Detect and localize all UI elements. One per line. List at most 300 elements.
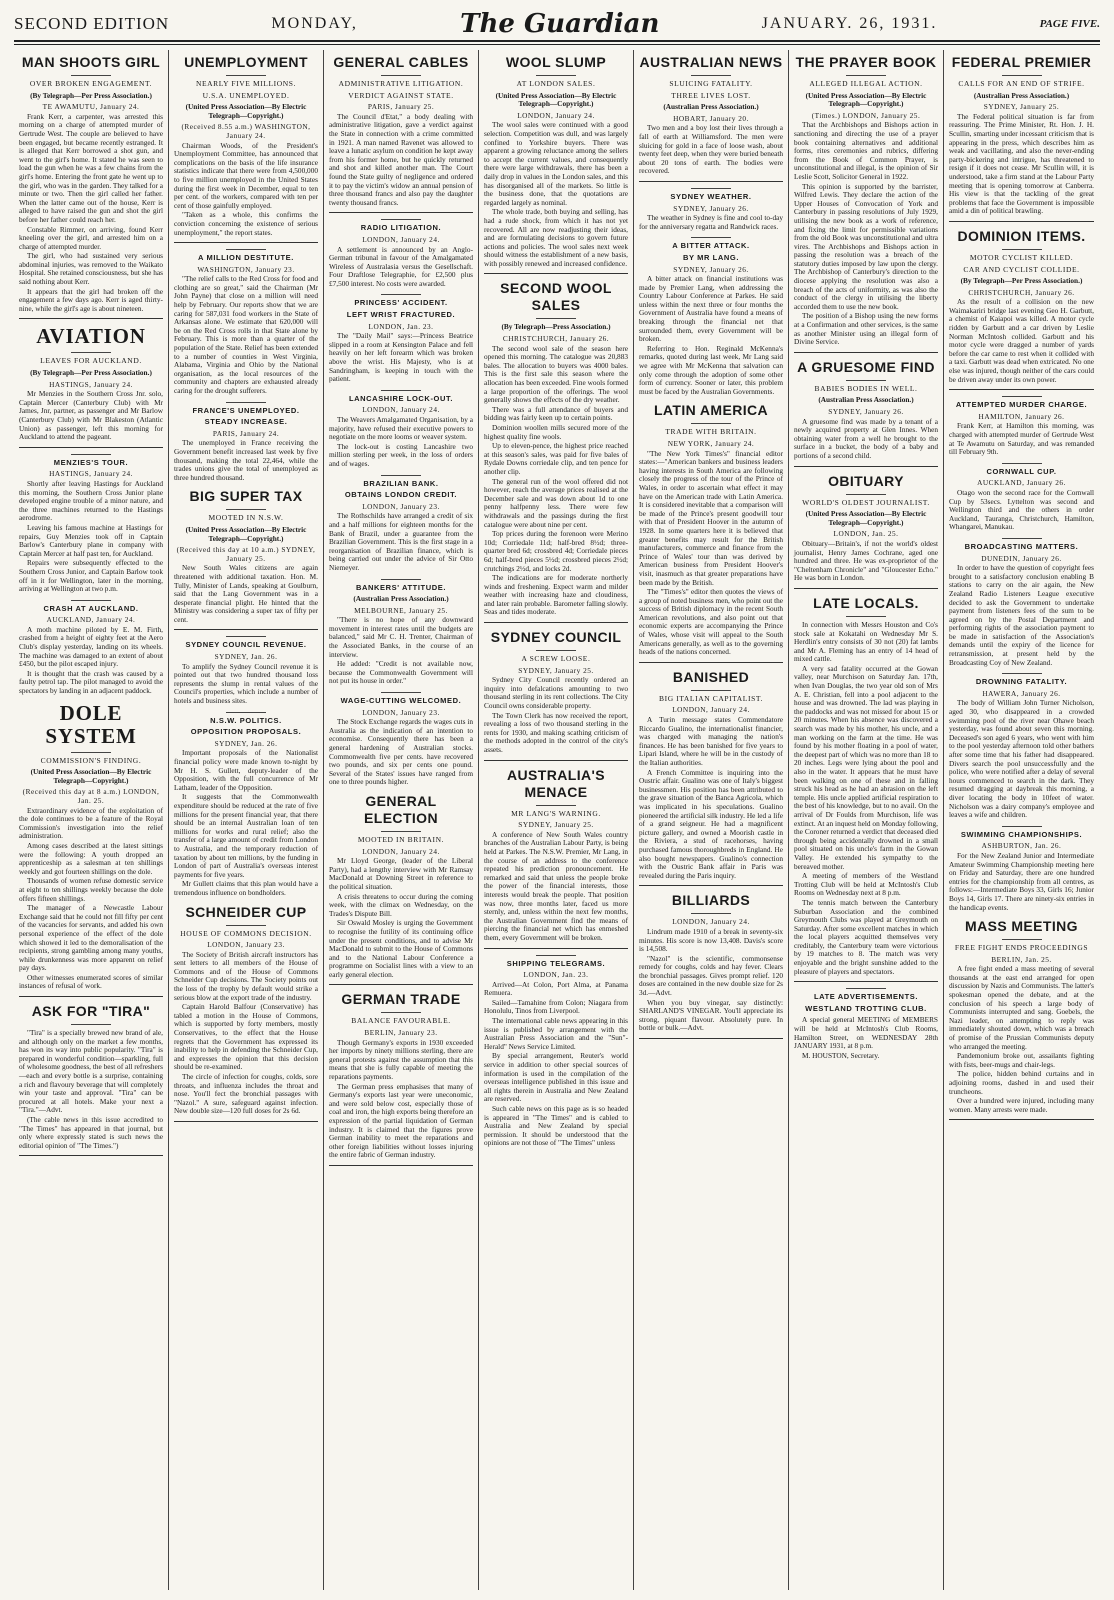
news-story [329,219,473,288]
story-end-rule [484,948,628,949]
story-dateline: LONDON, Jan. 25. [833,529,899,539]
story-subheading: WAGE-CUTTING WELCOMED. [340,696,462,706]
column-5 [634,50,789,1590]
story-subheading: MOOTED IN N.S.W. [208,513,284,523]
story-subheading: BABIES BODIES IN WELL. [814,383,918,393]
story-dateline: LONDON, Jan. 23. [523,970,589,980]
news-story [329,294,473,383]
story-paragraph: Captain Harold Balfour (Conservative) has tabled a motion in the House of Commons, which is supported by forty members, mostly Conservatives, to the effect that the House regrets that the Government has expressed its inability to help in defending the Schneider Cup, and expresses the opinion that this decision should be re-examined. [174,1002,318,1072]
story-end-rule [794,981,938,982]
press-credit: (By Telegraph—Press Association.) [501,322,611,332]
story-paragraph: Chairman Woods, of the President's Unemployment Committee, has announced that complications on the basis of the life insurance statistics indicate that there were from 4,500,000 to five million unemployed in the United States during the first week in December, equal to ten per cent. of the workers, compared with ten per cent of those gainfully employed. [174,140,318,210]
story-headline: GENERAL ELECTION [364,792,438,826]
story-subheading: LEAVES FOR AUCKLAND. [40,356,142,366]
story-paragraph: A French Committee is inquiring into the Oustric affair. Gualino was one of Italy's biggest businessmen. His position has been attributed to the grave situation of the Banca Agricola, which was implicated in his speculations. Gualino pioneered the artificial silk industry. He led a life of a grand seigneur. He had a magnificent picture gallery, and owned a Moorish castle in the Riviera, a stud of racehorses, having purchased famous thoroughbreds in England. He also bought newspapers. Gualino's connection with the Oustric Bank affair in Paris was revealed during the Paris inquiry. [639,767,783,880]
press-credit: (By Telegraph—Per Press Association.) [960,276,1083,286]
story-paragraph: Repairs were subsequently effected to the Southern Cross Junior, and Captain Barlow took off in it for Wellington, later in the morning, arriving at Wellington at two p.m. [19,558,163,594]
headline-rule [846,380,886,381]
story-end-rule [484,273,628,274]
story-paragraph: When you buy vinegar, say distinctly: SHARLAND'S VINEGAR. You'll appreciate its strong, piquant flavour. Absolutely pure. In bottle or bulk.—Advt. [639,997,783,1033]
story-subheading: WORLD'S OLDEST JOURNALIST. [802,497,930,507]
section-rule [691,237,731,238]
story-paragraph: Sailed—Tamahine from Colon; Niagara from Honolulu, Tinos from Liverpool. [484,997,628,1016]
story-end-rule [639,1038,783,1039]
story-headline: THE PRAYER BOOK [795,54,937,70]
story-paragraph: That the Archbishops and Bishops action in sanctioning and directing the use of a prayer book containing alternatives and additional forms, rites ceremonies and rubrics, differing from the Book of Common Prayer, is unconstitutional and illegal, is the opinion of Sir Leslie Scott, Solicitor General in 1922. [794,120,938,181]
story-subheading: SYDNEY WEATHER. [670,191,752,201]
story-headline: UNEMPLOYMENT [184,54,308,70]
headline-rule [536,318,576,319]
story-paragraph: (The cable news in this issue accredited to "The Times" has appeared in that journal, but only where expressly stated is such news the editorial opinion of "The Times.") [19,1115,163,1150]
headline-rule [1002,75,1042,76]
news-story [174,488,318,630]
column-3 [324,50,479,1590]
column-2 [169,50,324,1590]
story-subheading: SYDNEY COUNCIL REVENUE. [185,640,307,650]
story-paragraph: For the New Zealand Junior and Intermediate Amateur Swimming Championship meeting here on Friday and Saturday, there are one hundred entries for the championship from all centres, as follows:—Intermediate Boys 33, Girls 16; Junior Boys 14, Girls 17. There are ninety-six entries in the handicap events. [949,850,1094,912]
story-paragraph: Constable Rimmer, on arriving, found Kerr kneeling over the girl, and arrested him on a charge of attempted murder. [19,224,163,251]
masthead [14,10,1100,38]
story-paragraph: The second wool sale of the season here opened this morning. The catalogue was 20,883 bales. The allocation to buyers was 4000 bales. This is the first sale this season where the allocation has been exceeded. Fine wools formed a large proportion of the offerings. The wool generally shows the effects of the dry weather. [484,343,628,405]
story-paragraph: Referring to Hon. Reginald McKenna's remarks, quoted during last week, Mr Lang said we agree with Mr McKenna that salvation can only come through the adoption of some other form of currency. Sooner or later, this problem must be faced by the Australian Governments. [639,343,783,396]
story-headline: LATE LOCALS. [813,594,919,611]
story-paragraph: Otago won the second race for the Cornwall Cup by 53secs. Lyttelton was second and Wellington third and the others in order Auckland, Tauranga, Christchurch, Hamilton, Whangarei, Manukau. [949,487,1094,532]
story-subheading: RADIO LITIGATION. [360,223,442,233]
story-paragraph: The Federal political situation is far from reassuring. The Prime Minister, Rt. Hon. J. H. Scullin, smarting under incessant criticism that is appearing in the press, which describes him as weak and vacillating, and also the never-ending party-bickering and intrigue, has threatened to resign if it does not cease. Mr Scullin will, it is understood, take a firm stand at the Labour Party meeting that is opening tomorrow at Canberra. His view is that the tackling of the great problems that face the Government is impossible amid a din of political brawling. [949,111,1094,216]
story-dateline: HASTINGS, January 24. [49,379,133,389]
press-credit: (Australian Press Association.) [973,90,1070,100]
story-paragraph: Mr Menzies in the Southern Cross Jnr. solo, Captain Mercer (Canterbury Club) with Mr James, Jnr, partner, as passenger and Mr Barlow (Canterbury Club) with Mr Blakeston (Atlantic Union) as passenger, left this morning for Auckland to attend the pageant. [19,389,163,442]
story-end-rule [484,622,628,623]
section-rule [381,294,421,295]
story-paragraph: This opinion is supported by the barrister, Wilfred Lewis. They declare the action of the Upper Houses of Convocation of York and Canterbury in passing resolutions of July 1929, utilising the new book as a work of reference, and fixing the limit for permissible variations from the old Book was unconstitutional and ultra vires. The Archbishops and Bishops action in passing the resolution was a breach of the statutory duties imposed by law upon the clergy. The Archbishop of Canterbury's direction to the diocese applying the resolution was also a breach of the acts of uniformity, as was also the conduct of the clergy in utilising the liberty accorded them to use the new book. [794,181,938,311]
story-subheading: TRADE WITH BRITAIN. [665,427,757,437]
story-subheading: BY MR LANG. [682,252,740,262]
story-paragraph: "Nazol" is the scientific, commonsense remedy for coughs, colds and hay fever. Clears the bronchial passages. Gives prompt relief. 120 doses are contained in the new double size for 2s 3d.—Advt. [639,953,783,998]
story-headline: DOLE SYSTEM [45,700,137,748]
section-rule [226,636,266,637]
story-paragraph: Obituary—Britain's, if not the world's oldest journalist, Henry James Cochrane, aged one hundred and three. He was ex-proprietor of the "Cheltenham Chronicle" and "Gloucester Echo." He was born in London. [794,538,938,583]
story-paragraph: Among cases described at the latest sittings were the following: A youth dropped an apprenticeship as a salesman at ten shillings weekly and got fourteen shillings on the dole. [19,840,163,876]
story-subheading: AT LONDON SALES. [516,79,596,88]
story-paragraph: Top prices during the forenoon were Merino 10d; Corriedale 11d; half-bred 8½d; three-quarter bred 6d; crossbred 4d; Corriedale pieces 6d; half-bred pieces 5½d; crossbred pieces 2½d; crutchings 2½d, and locks 2d. [484,529,628,573]
story-paragraph: The police, hidden behind curtains and in adjoining rooms, dashed in and used their truncheons. [949,1069,1094,1096]
story-paragraph: Important proposals of the Nationalist financial policy were made known to-night by Mr H. S. Gullett, deputy-leader of the Opposition, with the full concurrence of Mr Latham, leader of the Opposition. [174,748,318,792]
story-paragraph: Though Germany's exports in 1930 exceeded her imports by ninety millions sterling, there are general protests against the assumption that this means that she is fully capable of meeting the reparations payments. [329,1037,473,1082]
news-story [19,454,163,594]
news-story [19,600,163,696]
section-rule [1002,538,1042,539]
story-headline: BIG SUPER TAX [189,488,303,505]
press-credit: (By Telegraph—Per Press Association.) [30,368,152,378]
story-paragraph: By special arrangement, Reuter's world service in addition to other special sources of information is used in the compilation of the overseas intelligence published in this issue and all rights therein in Australia and New Zealand are reserved. [484,1051,628,1104]
story-end-rule [484,760,628,761]
story-subheading: A MILLION DESTITUTE. [198,253,294,263]
story-subheading: MOOTED IN BRITAIN. [357,834,445,844]
story-paragraph: The unemployed in France receiving the Government benefit increased last week by five thousand, making the total 22,464, while the trades unions give the total of unemployed as three hundred thousand. [174,438,318,482]
story-subheading: OBTAINS LONDON CREDIT. [344,490,458,500]
story-subheading: LEFT WRIST FRACTURED. [346,310,456,320]
story-paragraph: A gruesome find was made by a tenant of a newly acquired property at Glen Innes. When obtaining water from a well he brought to the surface in a bucket, the body of a baby and portions of a second child. [794,416,938,460]
story-dateline: LONDON, January 23. [207,940,285,950]
story-paragraph: The weather in Sydney is fine and cool to-day for the anniversary regatta and Randwick races. [639,213,783,231]
story-headline: GENERAL CABLES [333,54,469,70]
headline-rule [381,831,421,832]
story-dateline: (Received this day at 8 a.m.) LONDON, Jan. 25. [22,787,160,805]
news-story [174,249,318,396]
story-dateline: MELBOURNE, January 25. [354,605,448,615]
story-dateline: HAMILTON, January 26. [978,411,1065,421]
story-subheading: BRAZILIAN BANK. [363,478,439,488]
story-paragraph: The body of William John Turner Nicholson, aged 30, who disappeared in a crowded swimming pool of the river near Ohawe beach yesterday, was found about seven this morning. Deceased's son aged 6 years, who went with him to the pool yesterday afternoon told other bathers after some time that his father had disappeared. Divers search the pool unsuccessfully and the police, who were notified after a delay of several hours commenced to search in the dark. They resumed dragging at daybreak this morning, a diver locating the body in 10feet of water. Nicholson was a dairy company's employee and leaves a wife and children. [949,698,1094,820]
story-dateline: LONDON, January 24. [362,234,440,244]
story-dateline: PARIS, January 24. [212,428,280,438]
story-dateline: CHRISTCHURCH, January 26. [968,287,1075,297]
story-paragraph: "The relief calls to the Red Cross for food and clothing are so great," said the Chairman (Mr John Payne) that close on a million will need help by February. Our reports show that we are caring for 587,031 food workers in the State of Arkansas alone. We estimate that 620,000 will be on the Red Cross rolls in that State alone by February. This is more than a quarter of the population of the State. Relief has been extended to a number of counties in West Virginia, Alabama, Virginia and Ohio by the National organisation, as the local resources of the community and chapters are exhausted already caring for the drought sufferers. [174,274,318,395]
section-rule [1002,463,1042,464]
press-credit: (By Telegraph—Per Press Association.) [30,90,152,100]
news-story [329,54,473,213]
news-story [484,629,628,761]
news-story [639,892,783,1039]
story-dateline: LONDON, January 23. [362,501,440,511]
story-headline: OBITUARY [828,472,904,489]
headline-rule [691,913,731,914]
headline-rule [381,75,421,76]
story-headline: AUSTRALIA'S MENACE [507,766,605,800]
story-paragraph: Mr Gullett claims that this plan would have a tremendous influence on bondholders. [174,879,318,897]
story-paragraph: Such cable news on this page as is so headed is appeared in "The Times" and is cabled to Australia and New Zealand by special permission. It should be understood that the opinions are not those of "The Times" unless [484,1104,628,1148]
news-story [949,228,1094,390]
story-subheading: MR LANG'S WARNING. [511,808,601,818]
story-subheading: LATE ADVERTISEMENTS. [813,992,919,1002]
section-rule [846,988,886,989]
news-story [174,636,318,705]
news-story [639,402,783,662]
story-paragraph: Pandemonium broke out, assailants fighting with fists, beer-mugs and chair-legs. [949,1051,1094,1069]
story-end-rule [329,212,473,213]
story-dateline: SYDNEY, January 25. [518,820,594,830]
column-7 [944,50,1099,1590]
story-dateline: WASHINGTON, January 23. [197,264,295,274]
story-dateline: LONDON, January 24. [517,110,595,120]
headline-rule [691,690,731,691]
press-credit: (Australian Press Association.) [818,395,914,405]
story-subheading: SHIPPING TELEGRAMS. [506,958,606,968]
headline-rule [691,423,731,424]
story-dateline: LONDON, January 23. [362,707,440,717]
news-story [174,402,318,483]
story-paragraph: Two men and a boy lost their lives through a fall of earth at Williamsford. The men were sluicing for gold in a face of loose wash, about twenty feet deep, when they were buried beneath about 20 tons of earth. The bodies were recovered. [639,123,783,176]
story-headline: SECOND WOOL SALES [500,280,612,314]
column-6 [789,50,944,1590]
news-story [949,538,1094,667]
news-story [174,54,318,243]
story-subheading: A SCREW LOOSE. [521,654,591,664]
story-subheading: CALLS FOR AN END OF STRIFE. [958,79,1085,88]
story-dateline: PARIS, January 25. [367,102,435,112]
story-paragraph: Leaving his famous machine at Hastings for repairs, Guy Menzies took off in Captain Barlow's Canterbury plane in company with Captain Mercer at half past ten, for Auckland. [19,522,163,558]
story-headline: AUSTRALIAN NEWS [639,54,783,70]
news-story [19,702,163,997]
story-subheading: BROADCASTING MATTERS. [964,541,1079,551]
press-credit: (Australian Press Association.) [353,594,449,604]
story-end-rule [949,389,1094,390]
section-rule [226,249,266,250]
news-story [484,955,628,1148]
story-dateline: LONDON, January 24. [362,846,440,856]
section-rule [381,475,421,476]
story-paragraph: Up to eleven-pence, the highest price reached at this season's sales, was paid for five bales of Rydale Downs corriedale clip, and ten pence for another clip. [484,441,628,476]
masthead-rule-thin [14,44,1100,45]
news-story [949,396,1094,457]
story-headline: BILLIARDS [671,892,751,909]
story-paragraph: A conference of New South Wales country branches of the Australian Labour Party, is being held at Parkes. The N.S.W. Premier, Mr Lang, in the course of an address to the conference repeated his prediction pronouncement. He remarked and said that unless the people broke the power of the financial interests, those interests would break the people. That position was now, three months later, faced us more sternly, and, unless within the next few months, the Australian Government find the means of piercing the financial net which has enmeshed them, every Government will be broken. [484,829,628,942]
headline-rule [381,1012,421,1013]
story-end-rule [329,984,473,985]
press-credit: (United Press Association—By Electric Telegraph—Copyright.) [805,90,927,109]
story-headline: SYDNEY COUNCIL [490,629,622,646]
story-subheading: HOUSE OF COMMONS DECISION. [180,928,312,938]
story-dateline: DUNEDIN, January 26. [981,553,1062,563]
story-end-rule [19,996,163,997]
column-1 [14,50,169,1590]
story-dateline: AUCKLAND, January 26. [977,478,1066,488]
story-subheading: CAR AND CYCLIST COLLIDE. [963,264,1080,274]
story-end-rule [794,352,938,353]
story-dateline: LONDON, Jan. 23. [368,321,434,331]
story-paragraph: The "Times's" editor then quotes the views of a group of noted business men, who point out the success of British diplomacy in the recent South American revolutions, and also point out that economic experts are accompanying the Prince of Wales, whose visit will appeal to the South Americans generally, as well as to the governing heads of the nations concerned. [639,587,783,657]
news-story [329,475,473,573]
story-paragraph: New South Wales citizens are again threatened with additional taxation. Hon. M. Tully, Minister of Lands, speaking at Goulburn, said that the Lang Government was in a desperate financial plight. He hinted that the Ministry was considering a super tax of fifty per cent. [174,563,318,624]
story-dateline: TE AWAMUTU, January 24. [42,102,140,112]
story-dateline: SYDNEY, Jan. 26. [214,738,278,748]
story-dateline: HAWERA, January 26. [982,688,1061,698]
press-credit: (United Press Association—By Electric Telegraph—Copyright.) [185,524,307,543]
story-end-rule [794,466,938,467]
section-rule [71,454,111,455]
story-headline: ASK FOR "TIRA" [31,1003,151,1020]
edition-label: SECOND EDITION [14,14,170,33]
story-subheading: WESTLAND TROTTING CLUB. [805,1003,927,1013]
story-subheading: LANCASHIRE LOCK-OUT. [348,393,454,403]
story-paragraph: The indications are for moderate northerly winds and freshening. Expect warm and milder weather with increasing haze and cloudiness, and later rain probable. Barometer falling slowly. Seas and tides moderate. [484,573,628,617]
story-subheading: U.S.A. UNEMPLOYED. [202,90,290,100]
story-dateline: BERLIN, Jan. 25. [991,954,1052,964]
story-paragraph: He added: "Credit is not available now, because the Commonwealth Government will not put its house in order." [329,659,473,686]
story-paragraph: It suggests that the Commonwealth expenditure should be reduced at the rate of five millions for the present financial year, that there should be an internal Australian loan of ten millions for works and rural relief; also the transfer of a large amount of credit from London to Australia, and the temporary reduction of taxation by about ten millions, by the funding in London of part of Australia's overseas interest payments for five years. [174,792,318,879]
headline-rule [71,1024,111,1025]
story-subheading: THREE LIVES LOST. [671,90,751,100]
story-paragraph: A crisis threatens to occur during the coming week, with the climax on Wednesday, on the Trades's Dispute Bill. [329,891,473,918]
story-subheading: OPPOSITION PROPOSALS. [190,727,302,737]
story-paragraph: A free fight ended a mass meeting of several thousands at the east end arranged for open discussion by Nazis and Communists. The latter's spokesman opened the debate, and at the conclusion of his speech a large body of Communists interrupted and sang. Goebels, the Nazi leader, on attempting to reply was immediately shouted down, which was a breach of promise of the Prussian Communists deputy who arranged the meeting. [949,964,1094,1051]
news-story [19,54,163,319]
story-headline: WOOL SLUMP [505,54,607,70]
news-story [639,237,783,396]
story-paragraph: To amplify the Sydney Council revenue it is pointed out that two hundred thousand loss represents the slump in rental values of the Council's properties, which include a number of hotels and business sites. [174,661,318,706]
story-paragraph: A very sad fatality occurred at the Gowan valley, near Murchison on Saturday Jan. 17th, when Ivan Douglas, the two year old son of Mrs A. E. Christian, fell into a pool adjacent to the house and was drowned. The lad was playing in the paddocks and was not missed for about 15 or 20 minutes. When his absence was discovered a search was made by his mother, his uncle, and a man working on the farm at the time. He was found by his mother floating in a pool of water, the deepest part of which was no more than 18 to 20 inches. Legs were lying about the pool and also in the water. It appears that he must have been walking on one of these and in falling struck his head as he had an abrasion on the left temple. His uncle applied artificial respiration to the best of his knowledge, but to no avail. On the arrival of Dr Foulds from Murchison, life was extinct. At an inquest held on Monday following, the Coroner returned a verdict that deceased died through being accidentally drowned in a small pool situated on his uncle's farm in the Gowan Valley. He extended his sympathy to the bereaved mother. [794,663,938,871]
story-subheading: ATTEMPTED MURDER CHARGE. [955,400,1088,410]
press-credit: (United Press Association—By Electric Telegraph—Copyright.) [185,102,307,120]
story-end-rule [174,1121,318,1122]
news-story [19,1003,163,1156]
story-paragraph: The general run of the wool offered did not however, reach the average prices realised at the December sale and was down about 1d to one penny halfpenny less. There were few withdrawals and the passings during the first catalogue were about nine per cent. [484,476,628,529]
headline-rule [691,75,731,76]
story-paragraph: In connection with Messrs Houston and Co's stock sale at Kokatahi on Wednesday Mr S. Herdlin's entry consists of 30 not (20) fat lambs and Mr A. Fleming has an entry of 14 head of mixed cattle. [794,619,938,664]
news-story [639,54,783,182]
news-story [794,988,938,1060]
story-end-rule [174,629,318,630]
story-paragraph: Frank Kerr, at Hamilton this morning, was charged with attempted murder of Gertrude West at Te Awamutu on Saturday, and was remanded till February 9th. [949,421,1094,457]
story-subheading: CRASH AT AUCKLAND. [43,603,139,613]
story-dateline: SYDNEY, January 25. [983,102,1060,112]
story-paragraph: The international cable news appearing in this issue is published by arrangement with the Australian Press Association and the "Sun"-Herald" News Service Limited. [484,1016,628,1051]
story-subheading: BALANCE FAVOURABLE. [351,1016,451,1026]
story-paragraph: The Town Clerk has now received the report, revealing a loss of two thousand sterling in the rents for 1930, and making scathing criticism of the methods adopted in the control of the city's assets. [484,710,628,754]
headline-rule [1002,249,1042,250]
news-story [484,767,628,949]
story-dateline: HOBART, January 20. [673,113,749,123]
story-paragraph: The Council d'Etat," a body dealing with administrative litigation, gave a verdict against the State in connection with a crime committed in 1921. A man named Ravenet was allowed to leave a lunatic asylum on condition he kept away from his former home, but he quickly returned and shot and killed another man. The Court found the State guilty of negligence and ordered it to pay the victim's widow an annual pension of three thousand francs and also pay the daughter twenty thousand francs. [329,111,473,207]
story-paragraph: Shortly after leaving Hastings for Auckland this morning, the Southern Cross Junior plane developed engine trouble of a minor nature, and the three machines returned to the Hastings aerodrome. [19,478,163,523]
story-subheading: BIG ITALIAN CAPITALIST. [659,693,763,703]
section-rule [226,402,266,403]
story-paragraph: The tennis match between the Canterbury Suburban Association and the combined Greymouth Clubs was played at Greymouth on Saturday. After some excellent matches in which the local players acquitted themselves very creditably, the Canterbury team were victorious by 19 matches to 8. The match was very enjoyable and the bright sunshine added to the pleasure of players and spectators. [794,897,938,976]
story-paragraph: Sir Oswald Mosley is urging the Government to recognise the futility of its continuing office under the present conditions, and to advise Mr MacDonald to submit to the House of Commons and to the National Labour Conference a programme on Socialist lines with a view to an early general election. [329,918,473,979]
story-paragraph: The girl, who had sustained very serious abdominal injuries, was removed to the Waikato Hospital. She retained consciousness, but she has said nothing about Kerr. [19,251,163,287]
story-subheading: ADMINISTRATIVE LITIGATION. [338,79,464,88]
story-subheading: VERDICT AGAINST STATE. [348,90,454,100]
story-headline: A GRUESOME FIND [797,358,935,375]
story-subheading: FRANCE'S UNEMPLOYED. [192,405,300,415]
section-rule [1002,826,1042,827]
story-end-rule [639,662,783,663]
story-paragraph: The wool sales were continued with a good selection. Competition was dull, and was largely confined to Yorkshire buyers. There was apparent a growing reluctance among the sellers to accept the current values, and consequently there were large withdrawals, there has been a daily drop in values in the London sales, and this has disorganised all of the markets. So little is the business done, that the quotations are regarded largely as nominal. [484,120,628,207]
story-paragraph: A meeting of members of the Westland Trotting Club will be held at McIntosh's Club Rooms on Wednesday next at 8 p.m. [794,871,938,898]
column-4 [479,50,634,1590]
story-paragraph: As the result of a collision on the new Waimakariri bridge last evening Geo H. Garbutt, a chemist of Kaiapoi was killed. A motor cycle ridden by Garbutt and a car driven by Leslie Norman McIntosh collided. Garbutt and his motor cycle were dragged a number of yards before the car came to rest when it collided with a taxi. Garbutt was dead when extricated. No one else was injured, though neither of the cars could be driven away under its own power. [949,297,1094,384]
story-dateline: BERLIN, January 23. [364,1028,438,1038]
story-headline: DOMINION ITEMS. [957,227,1086,244]
story-paragraph: M. HOUSTON, Secretary. [802,1050,880,1060]
story-dateline: SYDNEY, January 26. [673,203,749,213]
story-subheading: STEADY INCREASE. [204,417,288,427]
story-paragraph: A Turin message states Commendatore Riccardo Gualino, the internationalist financier, was charged with managing the nation's finances. He has been banished for five years to Lipari Island, where he will be in the custody of the Italian authorities. [639,715,783,767]
story-dateline: SYDNEY, January 26. [673,264,749,274]
section-rule [381,692,421,693]
story-dateline: LONDON, January 24. [362,405,440,415]
section-rule [1002,396,1042,397]
section-rule [381,219,421,220]
story-end-rule [639,885,783,886]
story-paragraph: Over a hundred were injured, including many women. Many arrests were made. [949,1096,1094,1114]
press-credit: (United Press Association—By Electric Telegraph—Copyright.) [30,767,152,785]
story-paragraph: The whole trade, both buying and selling, has had a rude shock, from which it has not yet recovered. All are now readjusting their ideas, and are formulating decisions to govern future actions and policies. The wool sales next week should witness the establishment of a new basis, with possibly renewed and increased confidence. [484,207,628,268]
story-end-rule [639,181,783,182]
story-paragraph: It is thought that the crash was caused by a faulty petrol tap. The pilot managed to avoid the spectators by landing in an adjacent paddock. [19,668,163,696]
story-end-rule [19,318,163,319]
story-paragraph: Mr Lloyd George, (leader of the Liberal Party), had a lengthy interview with Mr Ramsay MacDonald at Downing Street in reference to the political situation. [329,856,473,891]
story-end-rule [19,447,163,448]
story-paragraph: Frank Kerr, a carpenter, was arrested this morning on a charge of attempted murder of Gertrude West. The couple are believed to have been engaged, but became recently estranged. It is alleged that Kerr borrowed a shot gun, and went to the girl's home. It stated he was seen to load the gun when he was a few chains from the girl's home. Entering the front gate he went up to the girl, who was in the garden. They talked for a minute or two. Then the girl called her father. When the latter came out of the house, Kerr is alleged to have raised the gun and shot the girl before her father could reach her. [19,111,163,224]
story-paragraph: There was a full attendance of buyers and bidding was fairly keen up to certain points. [484,404,628,423]
story-paragraph: The manager of a Newcastle Labour Exchange said that he could not fill fifty per cent of the vacancies for servants, and added his own personal experience of the effect of the dole which showed it led to the demoralisation of the recipients, strong gambling among many youths, while drunkenness was more apparent on relief pay days. [19,903,163,973]
headline-rule [1002,939,1042,940]
story-dateline: NEW YORK, January 24. [667,439,755,448]
newspaper-columns [14,50,1100,1590]
story-end-rule [949,221,1094,222]
press-credit: (Australian Press Association.) [663,102,759,112]
news-story [329,390,473,469]
section-rule [536,955,576,956]
news-story [949,918,1094,1120]
story-dateline: ASHBURTON, Jan. 26. [981,841,1062,851]
story-paragraph: The Rothschilds have arranged a credit of six and a half millions for eighteen months for the Bank of Brazil, under a guarantee from the Brazilian Government. This is the first stage in a reorganisation of Brazilian finance, which is being carried out under the advice of Sir Otto Niemeyer. [329,511,473,572]
news-story [794,54,938,353]
story-subheading: PRINCESS' ACCIDENT. [354,298,448,308]
press-credit: (United Press Association—By Electric Telegraph—Copyright.) [805,509,927,527]
section-rule [226,712,266,713]
story-paragraph: "The New York Times's" financial editor states:—"American bankers and business leaders having interests in South America are following closely the progress of the tour of the Prince of Wales, in order to ascertain what effect it may have on the American trade with Latin America. It is considered inevitable that a comparison will be made of the Prince's present goodwill tour with that of President Hoover in the autumn of 1928. In some quarters here it is believed that greater benefits may result for the British manufacturers, commerce and finance from the Prince of Wales' tour than was derived by American business from President Hoover's visit, inasmuch as that greater preparations have been made by the British. [639,448,783,587]
story-paragraph: The lock-out is costing Lancashire two million sterling per week, in the loss of orders and of wages. [329,441,473,468]
story-subheading: DROWNING FATALITY. [975,677,1068,687]
story-dateline: (Times.) LONDON, January 25. [811,110,921,120]
story-dateline: AUCKLAND, January 24. [46,615,136,625]
headline-rule [71,352,111,353]
story-headline: FEDERAL PREMIER [951,54,1092,70]
headline-rule [846,75,886,76]
headline-rule [846,616,886,617]
story-paragraph: Dominion woollen mills secured more of the highest quality fine wools. [484,423,628,441]
story-subheading: MENZIES'S TOUR. [53,457,129,467]
story-dateline: (Received this day at 10 a.m.) SYDNEY, January 25. [176,545,316,563]
news-story [794,473,938,589]
story-dateline: SYDNEY, Jan. 26. [214,652,278,662]
story-end-rule [949,1119,1094,1120]
page-label: PAGE FIVE. [1039,18,1100,30]
headline-rule [71,75,111,76]
headline-rule [226,925,266,926]
story-dateline: LONDON, January 24. [672,705,750,715]
headline-rule [846,494,886,495]
story-paragraph: In order to have the question of copyright fees brought to a satisfactory conclusion enabling B stations to carry on the air again, the New Zealand Radio Listeners League executive decided to ask the Government to undertake payment from listeners fees of the sum to be agreed on by the Postal Department and performing rights of the association payment to be made in satisfaction of the Association's demands until the expiry of the licence for retransmission, at present held by the Broadcasting Coy of New Zealand. [949,563,1094,667]
story-paragraph: Other witnesses enumerated scores of similar instances of refusal of work. [19,972,163,991]
section-rule [691,188,731,189]
news-story [484,280,628,623]
story-subheading: SWIMMING CHAMPIONSHIPS. [960,829,1083,839]
story-paragraph: Thousands of women refuse domestic service at eight to ten shillings weekly because the dole offers fifteen shillings. [19,876,163,903]
story-paragraph: The Weavers Amalgamated Organisation, by a majority, have refused their executive powers to negotiate on the more looms or weaver system. [329,415,473,442]
story-headline: LATIN AMERICA [653,402,769,419]
story-paragraph: A bitter attack on financial institutions was made by Premier Lang, when addressing the Country Labour Conference at Parkes. He said unless within the next three or four months the Government of Australia have found a means of breaking through the financial net that surrounded them, every Government will be broken. [639,274,783,344]
news-story [329,793,473,986]
story-subheading: CORNWALL CUP. [986,466,1057,476]
story-end-rule [174,242,318,243]
section-rule [381,579,421,580]
story-headline: BANISHED [672,668,750,685]
story-end-rule [19,1155,163,1156]
story-dateline: SYDNEY, January 26. [828,407,904,416]
news-story [639,669,783,886]
headline-rule [536,75,576,76]
story-paragraph: A moth machine piloted by E. M. Firth, crashed from a height of eighty feet at the Aero Club's display yesterday, landing on its wheels. The machine was damaged to an extent of about £450, but the pilot escaped injury. [19,624,163,669]
headline-rule [226,75,266,76]
story-end-rule [329,1165,473,1166]
section-rule [71,600,111,601]
story-paragraph: The Stock Exchange regards the wages cuts in Australia as the indication of an intention to economise. Consequently there has been a general hardening of Australian stocks. Commonwealth five per cents. have recovered two pounds, and six per cents one pound. Several of the States' issues have ranged from one to three pounds higher. [329,717,473,787]
story-subheading: OVER BROKEN ENGAGEMENT. [29,79,153,88]
